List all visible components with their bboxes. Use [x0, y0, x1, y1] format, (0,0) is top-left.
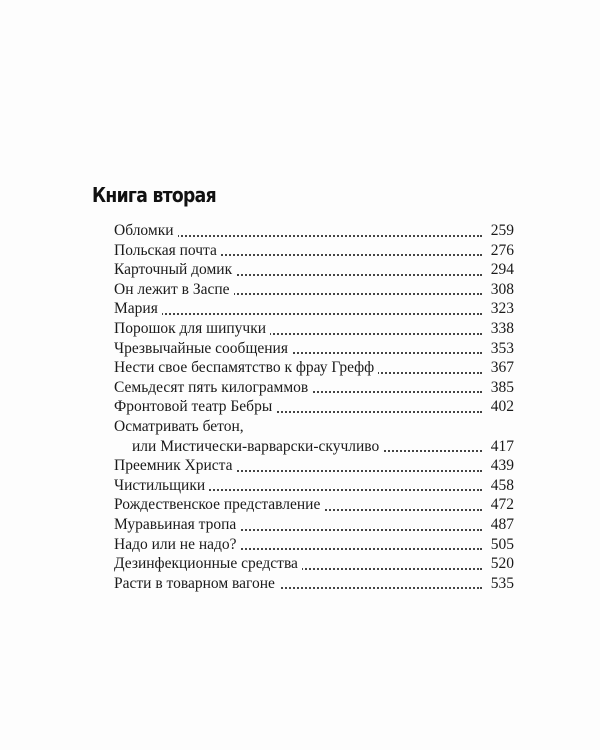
toc-entry-page: 367 — [487, 358, 514, 378]
toc-entry-title: Муравьиная тропа — [114, 516, 240, 533]
toc-entry — [114, 397, 514, 417]
toc-entry-page: 338 — [487, 319, 514, 339]
toc-entry-title: Польская почта — [114, 242, 221, 259]
toc-entry-page: 402 — [487, 397, 514, 417]
toc-entry — [114, 554, 514, 574]
toc-entry — [114, 319, 514, 339]
toc-entry-title: Нести свое беспамятство к фрау Грефф — [114, 359, 378, 376]
section-title: Книга вторая — [92, 183, 216, 207]
toc-entry-page: 385 — [487, 378, 514, 398]
toc-entry-page: 259 — [487, 221, 514, 241]
toc-entry-title: Чрезвычайные сообщения — [114, 340, 292, 357]
dot-leader — [114, 313, 482, 315]
toc-entry — [114, 417, 514, 437]
toc-entry-page: 353 — [487, 339, 514, 359]
toc-entry — [114, 495, 514, 515]
toc-entry-page: 323 — [487, 299, 514, 319]
toc-entry-page: 439 — [487, 456, 514, 476]
toc-entry — [114, 260, 514, 280]
toc-entry — [114, 476, 514, 496]
toc-entry-title: Чистильщики — [114, 477, 209, 494]
toc-entry — [114, 378, 514, 398]
toc-entry — [114, 574, 514, 594]
toc-entry — [114, 515, 514, 535]
toc-entry-title: Дезинфекционные средства — [114, 555, 302, 572]
toc-entry-page: 417 — [487, 437, 514, 457]
toc-entry — [114, 299, 514, 319]
toc-entry-title: Обломки — [114, 222, 178, 239]
toc-entry-page: 458 — [487, 476, 514, 496]
toc-entry — [114, 221, 514, 241]
toc-entry — [114, 535, 514, 555]
toc-entry — [114, 437, 514, 457]
toc-entry-title: Фронтовой театр Бебры — [114, 398, 276, 415]
toc-entry-page: 308 — [487, 280, 514, 300]
toc-entry-page: 535 — [487, 574, 514, 594]
toc-entry-title: Осматривать бетон, — [114, 418, 248, 435]
toc-entry — [114, 339, 514, 359]
toc-entry — [114, 280, 514, 300]
toc-entry-title: Карточный домик — [114, 261, 236, 278]
toc-entry-title: Расти в товарном вагоне — [114, 575, 279, 592]
toc-entry-page: 487 — [487, 515, 514, 535]
toc-entry — [114, 358, 514, 378]
toc-entry-title: Надо или не надо? — [114, 536, 241, 553]
toc-entry — [114, 456, 514, 476]
toc-entry-title: Семьдесят пять килограммов — [114, 379, 312, 396]
toc-entry-title: или Мистически-варварски-скучливо — [132, 438, 383, 455]
toc-entry-page: 520 — [487, 554, 514, 574]
toc-entry-page: 472 — [487, 495, 514, 515]
table-of-contents — [114, 221, 514, 593]
toc-entry-title: Он лежит в Заспе — [114, 281, 234, 298]
toc-entry-title: Мария — [114, 300, 162, 317]
toc-entry-title: Порошок для шипучки — [114, 320, 270, 337]
toc-entry-title: Рождественское представление — [114, 496, 324, 513]
toc-entry-page: 276 — [487, 241, 514, 261]
toc-entry — [114, 241, 514, 261]
toc-entry-title: Преемник Христа — [114, 457, 236, 474]
toc-entry-page: 505 — [487, 535, 514, 555]
toc-entry-page: 294 — [487, 260, 514, 280]
